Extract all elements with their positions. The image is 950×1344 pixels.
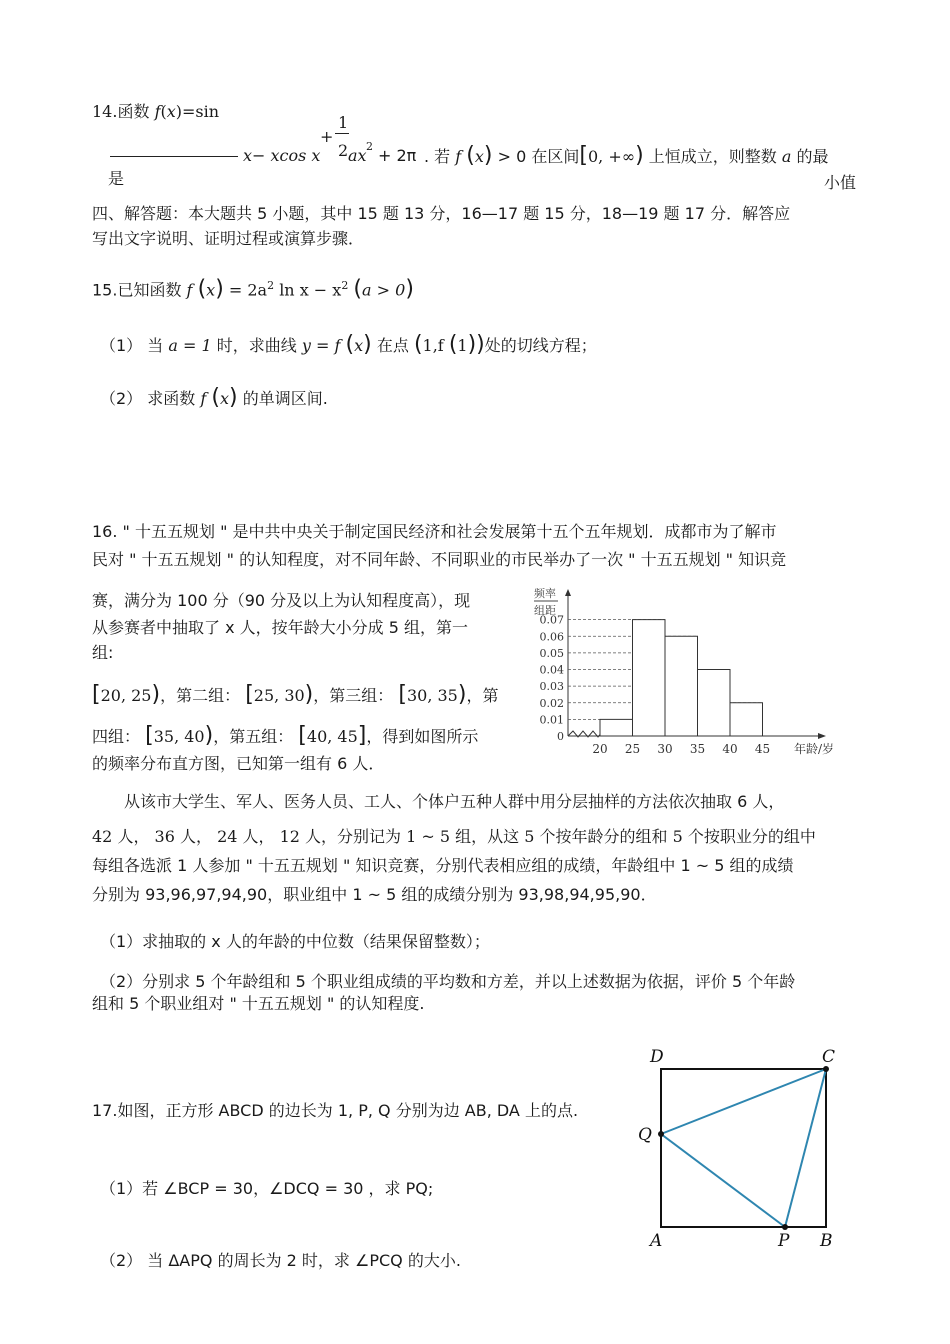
q14-half-den: 2	[338, 141, 349, 160]
bar-[20,25)	[600, 719, 633, 736]
q16-line1: 16. " 十五五规划 " 是中共中央关于制定国民经济和社会发展第十五个五年规划．成都市为了解市	[92, 522, 777, 541]
histogram-plot	[534, 586, 834, 756]
q16-line4: 从参赛者中抽取了 x 人，按年龄大小分成 5 组，第一	[92, 618, 468, 637]
q16-line5: 组:	[92, 643, 114, 662]
q16-para1: 从该市大学生、军人、医务人员、工人、个体户五种人群中用分层抽样的方法依次抽取 6 人，	[124, 792, 785, 811]
q15-part2: （2） 求函数 f (x) 的单调区间.	[100, 385, 328, 410]
q15-part1: （1） 当 a = 1 时，求曲线 y = f (x) 在点 (1,f (1))处的切线方程；	[100, 332, 597, 357]
q16-line3: 赛，满分为 100 分（90 分及以上为认知程度高），现	[92, 591, 471, 610]
q14-number-lead: 14.函数 f(x)=sin	[92, 102, 220, 121]
x-tick-label: 30	[657, 742, 673, 756]
frequency-histogram	[528, 583, 838, 763]
q14-underline	[110, 156, 238, 157]
q14-condition: . 若 f (x) > 0 在区间[0, +∞) 上恒成立，则整数 a 的最	[424, 143, 829, 168]
q14-plus-top: +	[320, 127, 334, 146]
bar-[30,35)	[665, 636, 698, 736]
y-tick-label: 0	[557, 730, 564, 743]
y-tick-label: 0.04	[539, 663, 564, 677]
q14-square: 2	[366, 140, 373, 153]
square-abcd	[661, 1069, 826, 1227]
ylabel-bottom: 组距	[534, 604, 556, 617]
q14-xcos: x− xcos x	[243, 146, 321, 165]
square-figure	[630, 1040, 850, 1255]
xlabel: 年龄/岁	[794, 742, 835, 756]
q14-xiaozhi: 小值	[824, 173, 857, 192]
x-tick-label: 20	[592, 742, 608, 756]
bar-[40,45]	[730, 703, 763, 736]
q16-groups-line2: 四组： [35, 40)，第五组： [40, 45]，得到如图所示	[92, 723, 479, 748]
q16-para2: 42 人， 36 人， 24 人， 12 人，分别记为 1 ~ 5 组，从这 5 个按年龄分的组和 5 个按职业分的组中	[92, 827, 816, 846]
y-axis-arrow	[565, 589, 571, 596]
segment-qc	[661, 1069, 826, 1134]
q14-ax: ax	[348, 146, 367, 165]
x-tick-label: 35	[689, 742, 706, 756]
q14-plus-2pi: + 2π	[378, 146, 417, 165]
bar-[35,40)	[698, 670, 731, 737]
q16-sub1: （1）求抽取的 x 人的年龄的中位数（结果保留整数）；	[100, 932, 490, 951]
y-tick-label: 0.03	[539, 680, 564, 694]
q16-line8: 的频率分布直方图，已知第一组有 6 人．	[92, 754, 385, 773]
section4-line1: 四、解答题：本大题共 5 小题，其中 15 题 13 分，16—17 题 15 分，18—19 题 17 分．解答应	[92, 204, 791, 223]
label-c: C	[822, 1047, 836, 1067]
y-tick-label: 0.05	[539, 646, 564, 660]
label-p: P	[778, 1231, 790, 1251]
bar-[25,30)	[633, 620, 666, 736]
q16-sub2a: （2）分别求 5 个年龄组和 5 个职业组成绩的平均数和方差，并以上述数据为依据，评价 5 个年龄	[100, 972, 796, 991]
q17-stem: 17.如图，正方形 ABCD 的边长为 1, P, Q 分别为边 AB, DA 上的点.	[92, 1101, 579, 1120]
x-tick-label: 45	[754, 742, 771, 756]
segment-pc	[785, 1069, 826, 1227]
label-d: D	[650, 1047, 664, 1067]
label-a: A	[650, 1231, 663, 1251]
q14-fraction-bar	[335, 133, 349, 134]
q16-groups-line: [20, 25)，第二组： [25, 30)，第三组： [30, 35)，第	[92, 682, 499, 707]
section4-line2: 写出文字说明、证明过程或演算步骤．	[92, 229, 365, 248]
q17-part2: （2） 当 ΔAPQ 的周长为 2 时，求 ∠PCQ 的大小.	[100, 1251, 461, 1270]
point-p	[782, 1224, 788, 1230]
q16-para4: 分别为 93,96,97,94,90，职业组中 1 ~ 5 组的成绩分别为 93,98,94,95,90．	[92, 885, 657, 904]
y-tick-label: 0.02	[539, 696, 564, 710]
x-tick-label: 25	[624, 742, 641, 756]
point-q	[658, 1131, 664, 1137]
q16-line2: 民对 " 十五五规划 " 的认知程度，对不同年龄、不同职业的市民举办了一次 " 十五五规划 " 知识竞	[92, 550, 787, 569]
q15-stem: 15.已知函数 f $(x) = 2a^2$ $\ln x - x^2$ (a > 0)	[92, 276, 414, 302]
y-tick-label: 0.06	[539, 630, 564, 644]
segment-qp	[661, 1134, 785, 1227]
y-tick-label: 0.01	[539, 713, 564, 727]
label-q: Q	[638, 1125, 652, 1145]
label-b: B	[820, 1231, 833, 1251]
q14-half-num: 1	[338, 113, 349, 132]
ylabel-top: 频率	[534, 587, 556, 600]
x-tick-label: 40	[722, 742, 738, 756]
x-axis-arrow	[818, 733, 826, 739]
q16-sub2b: 组和 5 个职业组对 " 十五五规划 " 的认知程度.	[92, 994, 425, 1013]
q16-para3: 每组各选派 1 人参加 " 十五五规划 " 知识竞赛，分别代表相应组的成绩，年龄组中 1 ~ 5 组的成绩	[92, 856, 794, 875]
q17-part1: （1）若 ∠BCP = 30，∠DCQ = 30 ，求 PQ;	[100, 1179, 434, 1198]
y-tick-label: 0.07	[539, 613, 564, 627]
q14-shi: 是	[108, 169, 125, 188]
